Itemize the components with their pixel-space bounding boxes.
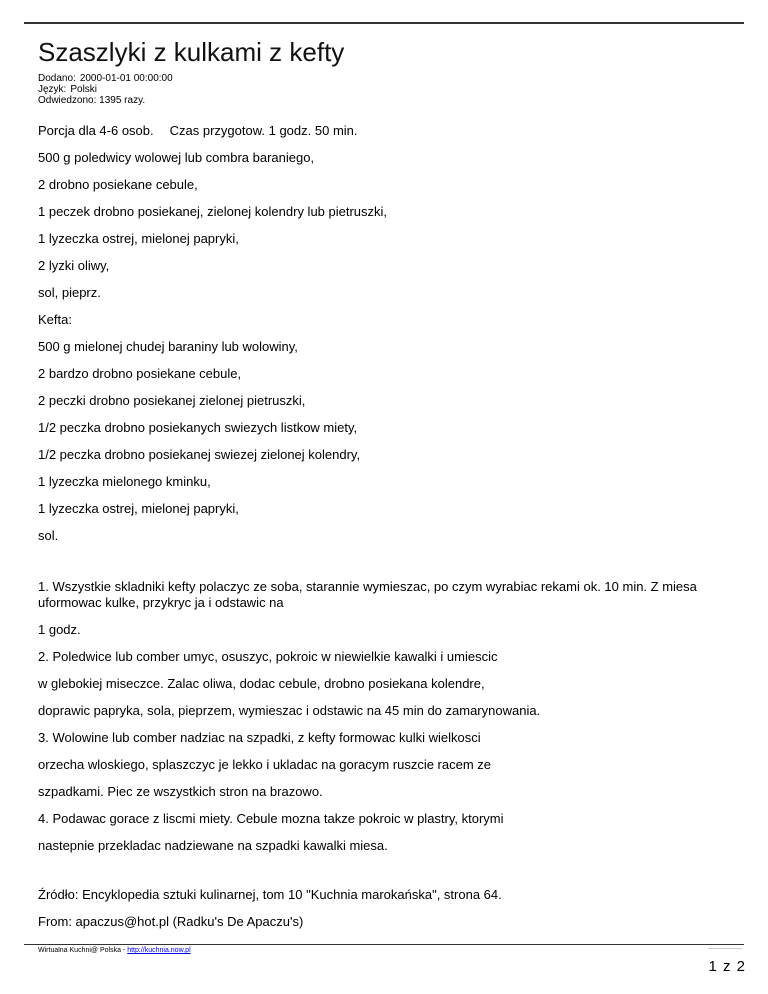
step-line: 4. Podawac gorace z liscmi miety. Cebule mozna takze pokroic w plastry, ktorymi [38,811,504,826]
meta-info [38,73,173,106]
page-title: Szaszlyki z kulkami z kefty [38,37,345,67]
footer-site-name: Wirtualna Kuchni@ Polska - [38,947,128,954]
kefta-ingredient-item: 1 lyzeczka mielonego kminku, [38,474,211,489]
source-line: Źródło: Encyklopedia sztuki kulinarnej, tom 10 "Kuchnia marokańska", strona 64. [38,887,502,902]
from-line: From: apaczus@hot.pl (Radku's De Apaczu's) [38,914,304,929]
kefta-ingredient-item: sol. [38,528,59,543]
section-gap [38,865,718,887]
language-value: Polski [70,84,98,95]
step-line: szpadkami. Piec ze wszystkich stron na brazowo. [38,784,323,799]
footer-mark [708,948,742,949]
footer-site [38,946,191,955]
added-line [38,73,173,84]
ingredient-item: 2 drobno posiekane cebule, [38,177,198,192]
kefta-ingredient-item: 1/2 peczka drobno posiekanych swiezych listkow miety, [38,420,358,435]
step-line: 2. Poledwice lub comber umyc, osuszyc, pokroic w niewielkie kawalki i umiescic [38,649,498,664]
footer-link[interactable]: http://kuchnia.now.pl [127,947,191,954]
step-line: 3. Wolowine lub comber nadziac na szpadki, z kefty formowac kulki wielkosci [38,730,481,745]
language-line [38,84,173,95]
ingredient-item: 500 g poledwicy wolowej lub combra baraniego, [38,150,315,165]
footer-divider [24,944,744,945]
added-label: Dodano: [38,73,76,84]
kefta-ingredient-item: 2 peczki drobno posiekanej zielonej pietruszki, [38,393,306,408]
portion-text: Porcja dla 4-6 osob. [38,123,154,138]
ingredient-item: 1 peczek drobno posiekanej, zielonej kolendry lub pietruszki, [38,204,388,219]
ingredient-item: sol, pieprz. [38,285,101,300]
step-line: orzecha wloskiego, splaszczyc je lekko i ukladac na goracym ruszcie racem ze [38,757,492,772]
section-gap [38,555,718,579]
visits-line: Odwiedzono: 1395 razy. [38,95,146,106]
kefta-heading: Kefta: [38,312,72,327]
page-number: 1 z 2 [708,958,746,975]
kefta-ingredient-item: 1/2 peczka drobno posiekanej swiezej zielonej kolendry, [38,447,361,462]
kefta-ingredient-item: 2 bardzo drobno posiekane cebule, [38,366,242,381]
time-text: Czas przygotow. 1 godz. 50 min. [169,123,358,138]
step-line: nastepnie przekladac nadziewane na szpadki kawalki miesa. [38,838,388,853]
top-divider [24,22,744,24]
step-line: doprawic papryka, sola, pieprzem, wymieszac i odstawic na 45 min do zamarynowania. [38,703,541,718]
recipe-content [38,123,718,941]
kefta-ingredient-item: 500 g mielonej chudej baraniny lub wolowiny, [38,339,298,354]
step-line: 1. Wszystkie skladniki kefty polaczyc ze soba, starannie wymieszac, po czym wyrabiac rekami ok. 10 min. Z miesa uformowac kulke, przykryc ja i odstawic na [38,579,697,610]
kefta-ingredient-item: 1 lyzeczka ostrej, mielonej papryki, [38,501,239,516]
portion-time-line [38,123,718,139]
added-value: 2000-01-01 00:00:00 [79,73,173,84]
language-label: Język: [38,84,67,95]
step-line: 1 godz. [38,622,81,637]
ingredient-item: 1 lyzeczka ostrej, mielonej papryki, [38,231,239,246]
ingredient-item: 2 lyzki oliwy, [38,258,110,273]
step-line: w glebokiej miseczce. Zalac oliwa, dodac cebule, drobno posiekana kolendre, [38,676,485,691]
